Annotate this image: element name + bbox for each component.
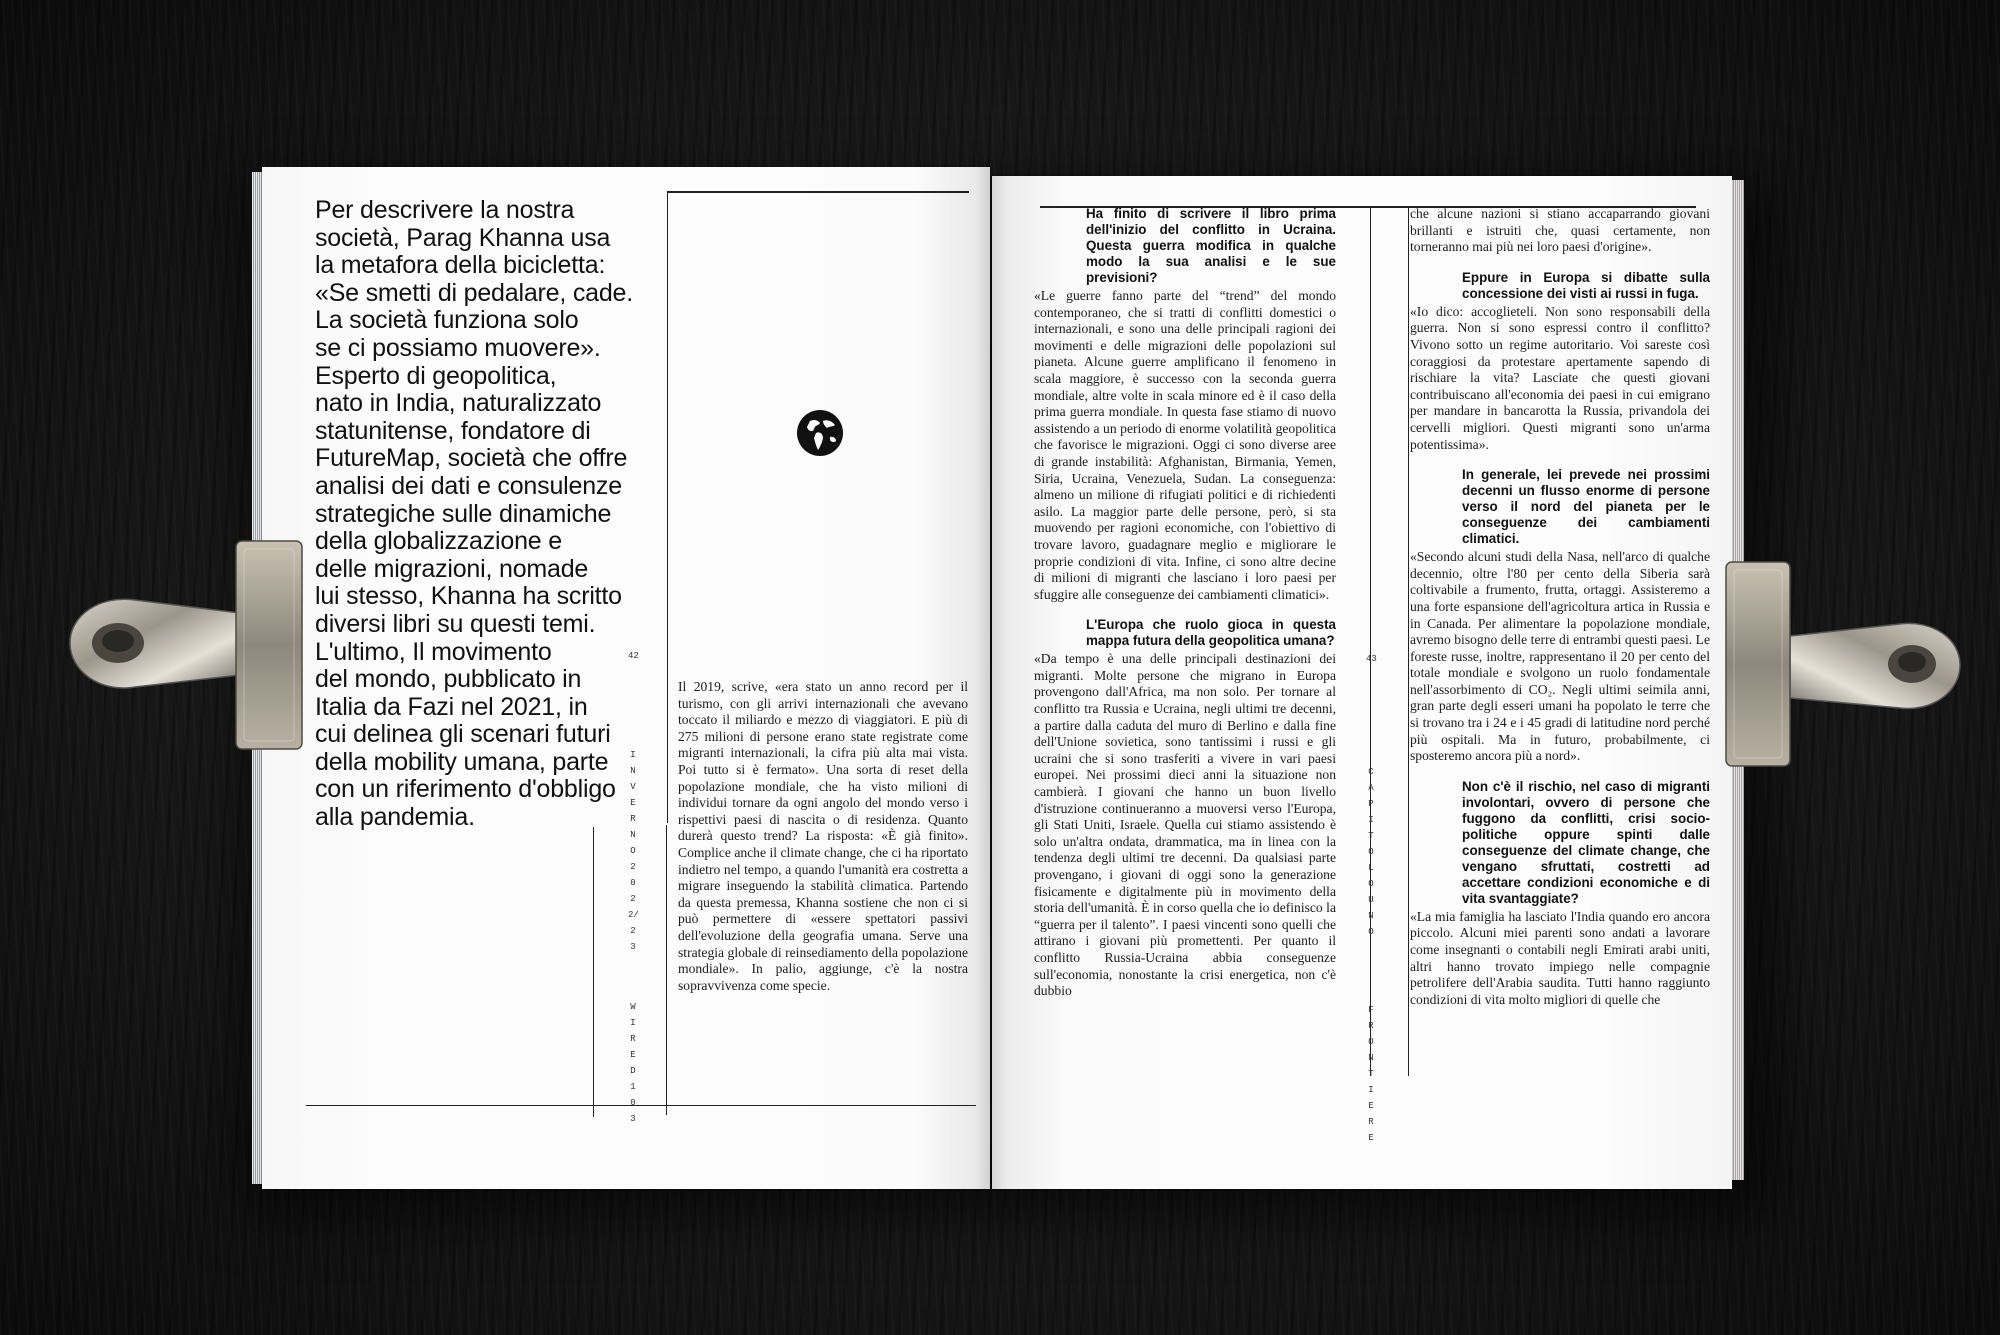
lead-line: della mobility umana, parte bbox=[315, 747, 609, 776]
lead-line: analisi dei dati e consulenze bbox=[315, 471, 622, 500]
top-rule-left bbox=[667, 191, 969, 193]
interview-answer: «La mia famiglia ha lasciato l'India quando ero ancora piccolo. Alcuni miei parenti sono andati a lavorare come insegnanti o contabili negli Emirati arabi uniti, altri hanno trovato impiego nelle compagnie petrolifere dell'Arabia saudita. Tutti hanno raggiunto condizioni di vita molto migliori di quelle che bbox=[1410, 908, 1710, 1007]
interview-question: Ha finito di scrivere il libro prima dell'inizio del conflitto in Ucraina. Questa guerra modifica in qualche modo la sua analisi e le sue previsioni? bbox=[1086, 206, 1336, 285]
column-divider-left-c bbox=[593, 827, 594, 1117]
binder-clip-left bbox=[60, 535, 310, 755]
lead-line: nato in India, naturalizzato bbox=[315, 389, 602, 418]
lead-line: strategiche sulle dinamiche bbox=[315, 499, 612, 528]
lead-line: alla pandemia. bbox=[315, 803, 475, 832]
page-number-left: 42 bbox=[628, 651, 639, 661]
lead-line: La società funziona solo bbox=[315, 306, 579, 335]
lead-line: delle migrazioni, nomade bbox=[315, 554, 589, 583]
magazine-label: WIRED 103 bbox=[630, 1002, 636, 1124]
bottom-rule-left bbox=[306, 1105, 976, 1106]
interview-question: Non c'è il rischio, nel caso di migranti involontari, ovvero di persone che fuggono da conflitti, crisi socio-politiche oppure spinti dalle conseguenze del climate change, che vengano sfruttati, costretti ad accettare condizioni economiche e di vita svantaggiate? bbox=[1462, 778, 1710, 906]
interview-question: L'Europa che ruolo gioca in questa mappa futura della geopolitica umana? bbox=[1086, 617, 1336, 649]
lead-line: «Se smetti di pedalare, cade. bbox=[315, 278, 634, 307]
lead-line: lui stesso, Khanna ha scritto bbox=[315, 582, 622, 611]
column-divider-left-a bbox=[667, 191, 668, 823]
lead-line: L'ultimo, Il movimento bbox=[315, 637, 552, 666]
chapter-label: CAPITOLO UNO bbox=[1368, 767, 1374, 937]
interview-question: Eppure in Europa si dibatte sulla concessione dei visti ai russi in fuga. bbox=[1462, 269, 1710, 301]
lead-line: società, Parag Khanna usa bbox=[315, 223, 611, 252]
column-divider-right-a bbox=[1370, 206, 1371, 1076]
column-divider-left-b bbox=[666, 825, 667, 1115]
lead-line: la metafora della bicicletta: bbox=[315, 251, 606, 280]
interview-answer: «Secondo alcuni studi della Nasa, nell'arco di qualche decennio, oltre l'80 per cento della Siberia sarà coltivabile a frumento, frutta, ortaggi. Assisteremo a una forte espansione dell'agricoltura artica in Russia e in Canada. Per alimentare la popolazione mondiale, avremo bisogno delle terre di entrambi questi paesi. Le foreste russe, inoltre, rappresentano il 20 per cento del totale mondiale e svolgono un ruolo fondamentale nell'assorbimento di CO₂. Negli ultimi seimila anni, gran parte degli esseri umani ha popolato le terre che si trovano tra i 24 e i 45 gradi di latitudine nord perché più ospitali. Ma in futuro, probabilmente, ci sposteremo ancora più a nord». bbox=[1410, 549, 1710, 764]
interview-question: In generale, lei prevede nei prossimi decenni un flusso enorme di persone verso il nord del pianeta per le conseguenze dei cambiamenti climatici. bbox=[1462, 467, 1710, 547]
body-column-right-2 bbox=[1410, 206, 1710, 1008]
section-label: FRONTIERE bbox=[1368, 1005, 1374, 1143]
lead-line: Esperto di geopolitica, bbox=[315, 361, 557, 390]
lead-paragraph bbox=[315, 197, 645, 832]
lead-line: cui delinea gli scenari futuri bbox=[315, 720, 611, 749]
issue-label: INVERNO 2022/23 bbox=[628, 750, 639, 952]
column-divider-right-b bbox=[1408, 206, 1409, 1076]
binder-clip-right bbox=[1720, 560, 1970, 770]
left-page bbox=[262, 167, 990, 1189]
lead-line: del mondo, pubblicato in bbox=[315, 665, 582, 694]
lead-line: Italia da Fazi nel 2021, in bbox=[315, 692, 588, 721]
lead-line: diversi libri su questi temi. bbox=[315, 609, 596, 638]
interview-answer: che alcune nazioni si stiano accaparrando giovani brillanti e istruiti che, quasi certamente, non torneranno mai più nei loro paesi d'origine». bbox=[1410, 206, 1710, 255]
right-page bbox=[992, 176, 1732, 1189]
lead-line: se ci possiamo muovere». bbox=[315, 333, 601, 362]
globe-icon bbox=[796, 409, 844, 457]
body-column-right-1 bbox=[1034, 206, 1336, 1000]
lead-line: della globalizzazione e bbox=[315, 527, 562, 556]
lead-line: FutureMap, società che offre bbox=[315, 444, 628, 473]
interview-answer: «Io dico: accoglieteli. Non sono responsabili della guerra. Non si sono espressi contro il conflitto? Vivono sotto un regime autoritario. Voi sareste così coraggiosi da protestare apertamente sapendo di rischiare la vita? Lasciate che questi giovani contribuiscano all'economia dei paesi in cui emigrano per mandare in bancarotta la Russia, privandola dei cervelli migliori. Questi migranti sono un'arma potentissima». bbox=[1410, 303, 1710, 452]
body-column-left: Il 2019, scrive, «era stato un anno record per il turismo, con gli arrivi internazionali che avevano toccato il miliardo e mezzo di viaggiatori. E più di 275 milioni di persone erano state registrate come migranti internazionali, la cifra più alta mai vista. Poi tutto si è fermato». Una sorta di reset della popolazione mondiale, che ha visto milioni di individui tornare da ogni angolo del mondo verso i rispettivi paesi di nascita o di residenza. Quanto durerà questo trend? La risposta: «È già finito». Complice anche il climate change, che ci ha riportato indietro nel tempo, a quando l'umanità era costretta a migrare inseguendo la stabilità climatica. Partendo da questa premessa, Khanna sostiene che non ci si può permettere di «essere spettatori passivi dell'evoluzione della geografia umana. Serve una strategia globale di reinsediamento della popolazione mondiale». In palio, aggiunge, c'è la nostra sopravvivenza come specie. bbox=[678, 679, 968, 993]
lead-line: con un riferimento d'obbligo bbox=[315, 775, 616, 804]
lead-line: statunitense, fondatore di bbox=[315, 416, 591, 445]
lead-line: Per descrivere la nostra bbox=[315, 196, 575, 224]
page-number-right: 43 bbox=[1366, 654, 1377, 664]
interview-answer: «Da tempo è una delle principali destinazioni dei migranti. Molte persone che migrano in Europa provengono dall'Africa, ma non solo. Per tornare al conflitto tra Russia e Ucraina, negli ultimi tre decenni, a partire dalla caduta del muro di Berlino e dalla fine dell'Unione sovietica, sono tantissimi i russi e gli ucraini che si sono trasferiti a vivere in vari paesi europei. Nei prossimi dieci anni la situazione non cambierà. I giovani che hanno un buon livello d'istruzione continueranno a muoversi verso l'Europa, gli Stati Uniti, Israele. Quella cui stiamo assistendo è solo un'altra ondata, drammatica, ma in linea con la tendenza degli ultimi tre decenni. Da qualsiasi parte provengano, i giovani di oggi sono la generazione fisicamente e digitalmente più in movimento della storia dell'umanità. È in corso quella che io definisco la “guerra per il talento”. I paesi vincenti sono quelli che attirano i giovani più promettenti. Per quanto il conflitto Russia-Ucraina abbia conseguenze sull'economia, nonostante la crisi energetica, non c'è dubbio bbox=[1034, 651, 1336, 999]
interview-answer: «Le guerre fanno parte del “trend” del mondo contemporaneo, che si tratti di conflitti domestici o internazionali, e sono una delle principali ragioni dei movimenti e delle migrazioni delle popolazioni sul pianeta. Alcune guerre amplificano il fenomeno in scala maggiore, è successo con la seconda guerra mondiale, altre volte in scala minore ed è il caso della prima guerra mondiale. In questa fase stiamo di nuovo assistendo a un periodo di enorme volatilità geopolitica che favorisce le migrazioni. Oggi ci sono diverse aree di grande instabilità: Afghanistan, Birmania, Yemen, Siria, Ucraina, Venezuela, Sudan. La conseguenza: almeno un milione di rifugiati politici e di richiedenti asilo. La maggior parte delle persone, però, si sta muovendo per ragioni economiche, con l'obiettivo di trovare lavoro, guadagnare meglio e migliorare le proprie condizioni di vita. Infine, ci sono altre decine di milioni di migranti che lasciano i loro paesi per sfuggire alle conseguenze dei cambiamenti climatici». bbox=[1034, 288, 1336, 602]
